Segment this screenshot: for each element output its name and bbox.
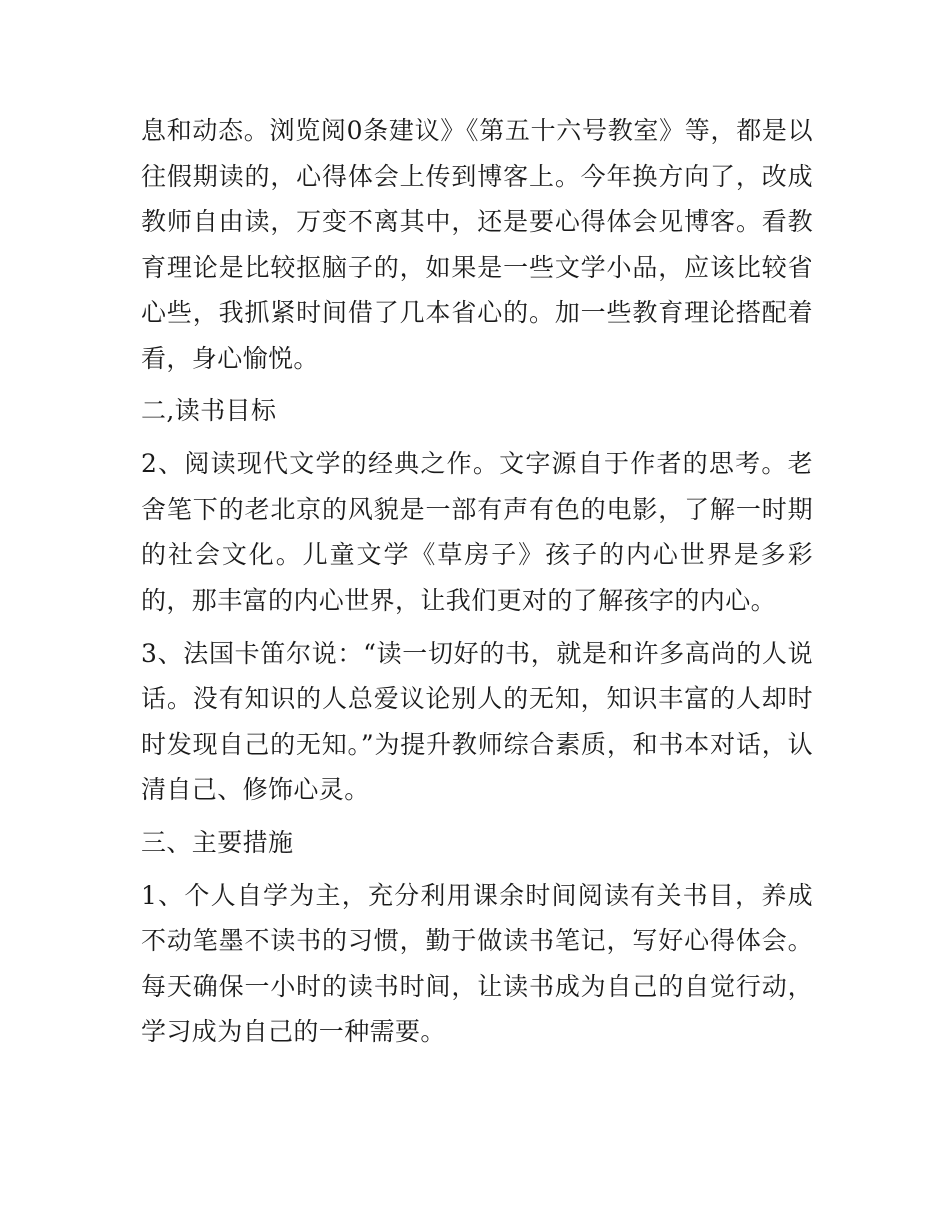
document-body: [141, 108, 813, 1062]
section-heading-reading-goals: 二,读书目标: [141, 396, 277, 426]
section-heading-main-measures: 三、主要措施: [141, 828, 294, 858]
paragraph-goal-3: 3、法国卡笛尔说：“读一切好的书，就是和许多高尚的人说话。没有知识的人总爱议论别人的无知，知识丰富的人却时时发现自己的无知。”为提升教师综合素质，和书本对话，认清自己、修饰心灵。: [141, 638, 813, 805]
paragraph-measure-1: 1、个人自学为主，充分利用课余时间阅读有关书目，养成不动笔墨不读书的习惯，勤于做读书笔记，写好心得体会。每天确保一小时的读书时间，让读书成为自己的自觉行动，学习成为自己的一种需要。: [141, 880, 813, 1047]
paragraph-goal-2: 2、阅读现代文学的经典之作。文字源自于作者的思考。老舍笔下的老北京的风貌是一部有声有色的电影，了解一时期的社会文化。儿童文学《草房子》孩子的内心世界是多彩的，那丰富的内心世界，让我们更对的了解孩字的内心。: [141, 449, 813, 615]
paragraph-reading-background: 息和动态。浏览阅0条建议》《第五十六号教室》等，都是以往假期读的，心得体会上传到博客上。今年换方向了，改成教师自由读，万变不离其中，还是要心得体会见博客。看教育理论是比较抠脑子的，如果是一些文学小品，应该比较省心些，我抓紧时间借了几本省心的。加一些教育理论搭配着看，身心愉悦。: [141, 116, 813, 373]
